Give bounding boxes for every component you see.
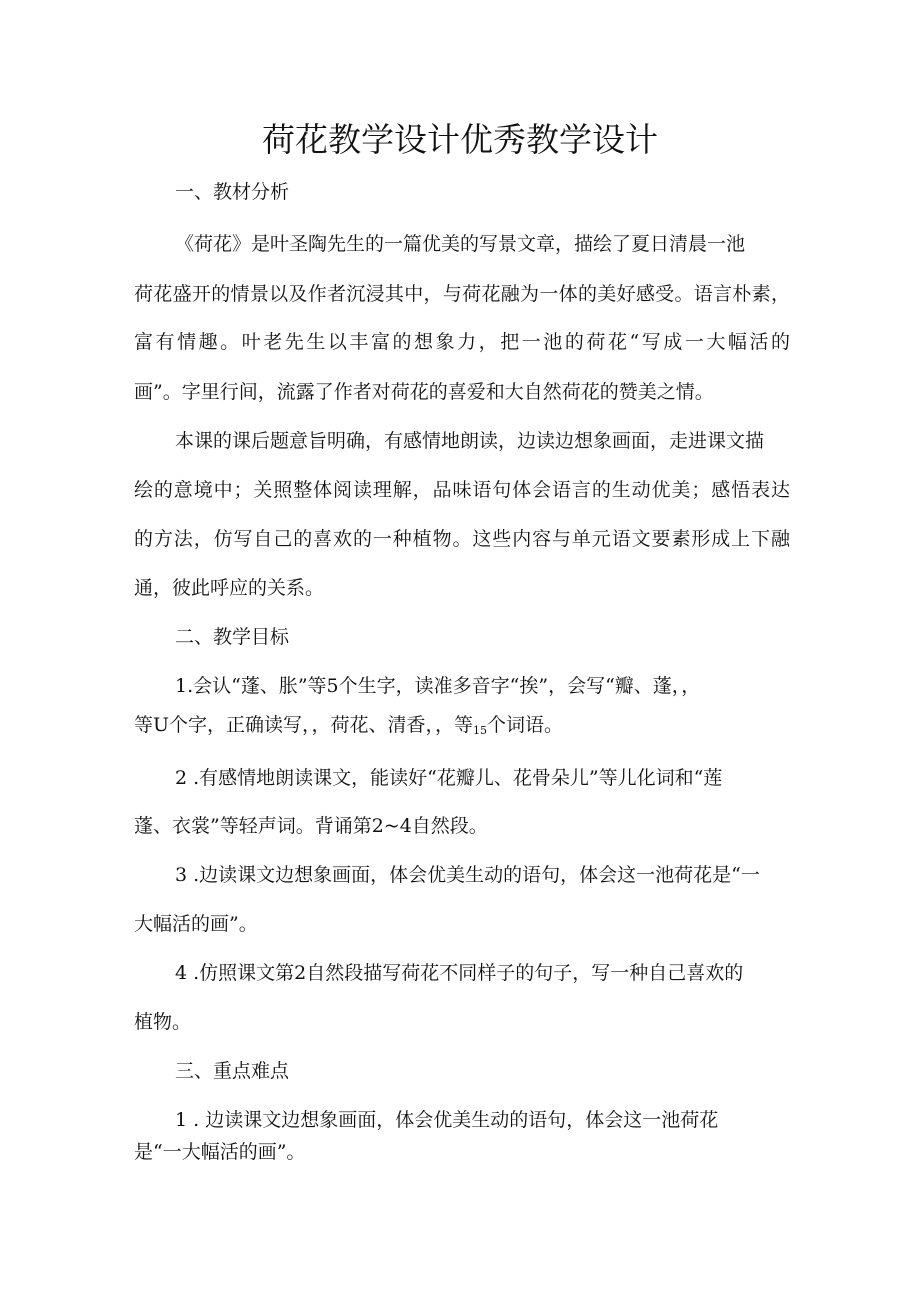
section-heading-analysis: 一、教材分析	[175, 181, 290, 203]
key-point-1-line-1: 1 . 边读课文边想象画面，体会优美生动的语句，体会这一池荷花	[175, 1109, 719, 1131]
goal-3-line-2: 大幅活的画”。	[134, 913, 258, 935]
paragraph-line: 的方法，仿写自己的喜欢的一种植物。这些内容与单元语文要素形成上下融	[134, 528, 790, 550]
paragraph-line: 画”。字里行间，流露了作者对荷花的喜爱和大自然荷花的赞美之情。	[134, 381, 714, 403]
paragraph-line: 《荷花》是叶圣陶先生的一篇优美的写景文章，描绘了夏日清晨一池	[175, 233, 746, 255]
goal-1-text: 等U个字，正确读写，，荷花、清香，，等	[134, 714, 474, 736]
goal-1-subscript: 15	[473, 724, 488, 737]
section-heading-key-points: 三、重点难点	[175, 1060, 290, 1082]
paragraph-line: 荷花盛开的情景以及作者沉浸其中，与荷花融为一体的美好感受。语言朴素，	[134, 283, 790, 305]
goal-1-line-1: 1.会认“蓬、胀”等5个生字，读准多音字“挨”，会写“瓣、蓬，，	[175, 675, 701, 697]
key-point-1-line-2: 是“一大幅活的画”。	[134, 1141, 306, 1163]
document-title: 荷花教学设计优秀教学设计	[262, 120, 658, 159]
paragraph-line: 本课的课后题意旨明确，有感情地朗读，边读边想象画面，走进课文描	[175, 430, 765, 452]
goal-3-line-1: 3 .边读课文边想象画面，体会优美生动的语句，体会这一池荷花是“一	[175, 864, 760, 886]
goal-4-line-2: 植物。	[134, 1011, 192, 1033]
paragraph-line: 通，彼此呼应的关系。	[134, 577, 325, 599]
section-heading-goals: 二、教学目标	[175, 626, 290, 648]
goal-1-line-2	[134, 712, 563, 744]
goal-4-line-1: 4 .仿照课文第2自然段描写荷花不同样子的句子，写一种自己喜欢的	[175, 962, 744, 984]
paragraph-line: 富有情趣。叶老先生以丰富的想象力，把一池的荷花“写成一大幅活的	[134, 331, 790, 353]
goal-2-line-2: 蓬、衣裳”等轻声词。背诵第2~4自然段。	[134, 815, 488, 837]
goal-2-line-1: 2 .有感情地朗读课文，能读好“花瓣儿、花骨朵儿”等儿化词和“莲	[175, 767, 723, 789]
paragraph-line: 绘的意境中；关照整体阅读理解，品味语句体会语言的生动优美；感悟表达	[134, 479, 790, 501]
goal-1-text-end: 个词语。	[487, 714, 564, 736]
